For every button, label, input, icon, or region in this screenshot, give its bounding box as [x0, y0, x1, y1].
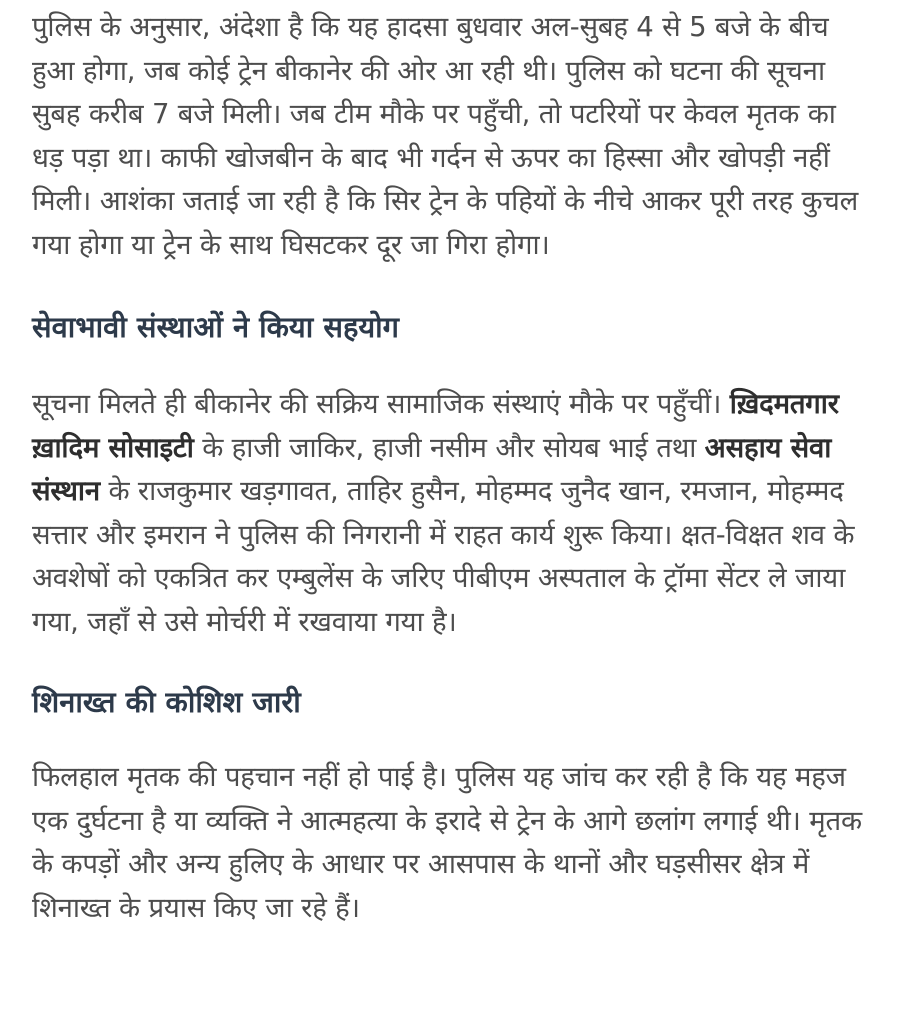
organization-name-asahay: असहाय सेवा संस्थान: [32, 431, 832, 507]
section-heading-identification: शिनाख्त की कोशिश जारी: [32, 685, 301, 719]
section-heading-cooperation: सेवाभावी संस्थाओं ने किया सहयोग: [32, 310, 400, 344]
organization-name-khidmatgar: ख़िदमतगार ख़ादिम सोसाइटी: [32, 388, 839, 464]
paragraph-relief-work: [32, 383, 875, 644]
paragraph-identification: फिलहाल मृतक की पहचान नहीं हो पाई है। पुलिस यह जांच कर रही है कि यह महज एक दुर्घटना है या व्यक्ति ने आत्महत्या के इरादे से ट्रेन के आगे छलांग लगाई थी। मृतक के कपड़ों और अन्य हुलिए के आधार पर आसपास के थानों और घड़सीसर क्षेत्र में शिनाख्त के प्रयास किए जा रहे हैं।: [32, 761, 862, 924]
paragraph-text: के हाजी जाकिर, हाजी नसीम और सोयब भाई तथा: [193, 431, 705, 464]
paragraph-text: के राजकुमार खड़गावत, ताहिर हुसैन, मोहम्मद जुनैद खान, रमजान, मोहम्मद सत्तार और इमरान ने पुलिस की निगरानी में राहत कार्य शुरू किया। क्षत-विक्षत शव के अवशेषों को एकत्रित कर एम्बुलेंस के जरिए पीबीएम अस्पताल के ट्रॉमा सेंटर ले जाया गया, जहाँ से उसे मोर्चरी में रखवाया गया है।: [32, 475, 855, 638]
paragraph-incident-details: पुलिस के अनुसार, अंदेशा है कि यह हादसा बुधवार अल-सुबह 4 से 5 बजे के बीच हुआ होगा, जब कोई ट्रेन बीकानेर की ओर आ रही थी। पुलिस को घटना की सूचना सुबह करीब 7 बजे मिली। जब टीम मौके पर पहुँची, तो पटरियों पर केवल मृतक का धड़ पड़ा था। काफी खोजबीन के बाद भी गर्दन से ऊपर का हिस्सा और खोपड़ी नहीं मिली। आशंका जताई जा रही है कि सिर ट्रेन के पहियों के नीचे आकर पूरी तरह कुचल गया होगा या ट्रेन के साथ घिसटकर दूर जा गिरा होगा।: [32, 11, 859, 261]
article-body: [0, 6, 903, 1030]
paragraph-text: सूचना मिलते ही बीकानेर की सक्रिय सामाजिक संस्थाएं मौके पर पहुँचीं।: [32, 388, 730, 420]
